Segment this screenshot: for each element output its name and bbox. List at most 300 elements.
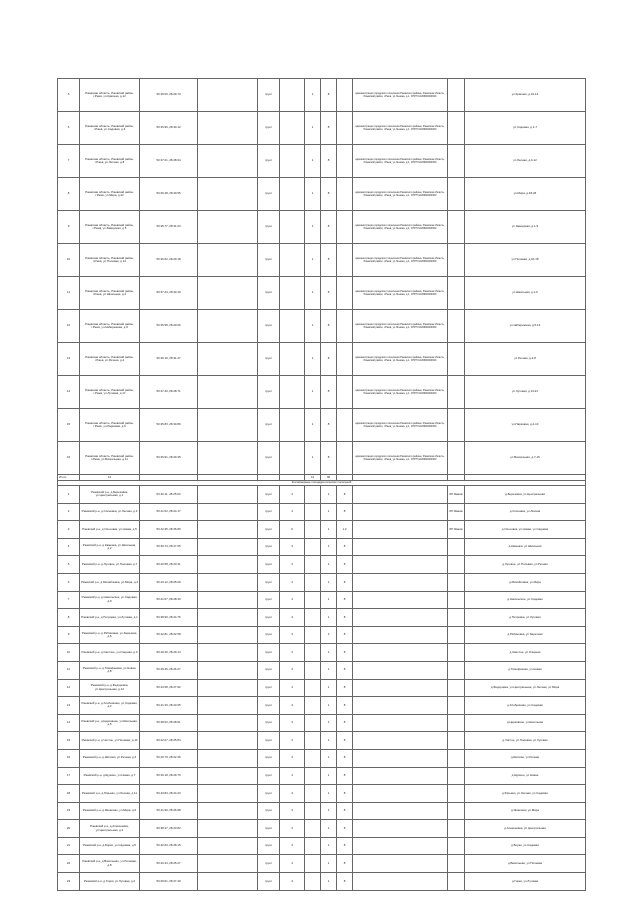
cell: ИП Иванов <box>448 486 465 504</box>
table-row <box>58 310 586 343</box>
cell <box>198 591 258 609</box>
cell: ул.Садовая, д.1-7 <box>465 112 586 145</box>
cell: д.Ольховка, ул.Новая, ул.Садовая <box>465 521 586 539</box>
cell: 1 <box>58 486 80 504</box>
cell: 13 <box>58 697 80 715</box>
table-row <box>58 486 586 504</box>
table-row <box>58 178 586 211</box>
cell: ул.Вокзальная, д.7-15 <box>465 442 586 475</box>
cell <box>353 785 448 803</box>
table-row <box>58 112 586 145</box>
cell <box>198 277 258 310</box>
cell <box>448 310 465 343</box>
cell: 6 <box>58 573 80 591</box>
cell <box>198 679 258 697</box>
table-row <box>58 442 586 475</box>
cell: 1 <box>321 521 337 539</box>
cell: ул.Речная, д.2-8 <box>465 343 586 376</box>
cell: Ржевский р-н, д.Сосновка, ул.Лесная, д.3 <box>80 503 140 521</box>
cell: 4 <box>280 538 305 556</box>
cell: 8 <box>337 802 353 820</box>
table-row <box>58 749 586 767</box>
cell: 53.38.37, 28.23.82 <box>140 820 198 838</box>
cell: 1 <box>305 442 321 475</box>
cell: 53.37.01, 28.28.94 <box>140 145 198 178</box>
cell: 53.40.58, 28.23.41 <box>140 556 198 574</box>
cell: администрация городского поселения Ржевского района, Ржевская область, Ржевский район, г.Ржев, ул.Ленина, д.1, ОГРН 1026900000000 <box>353 112 448 145</box>
cell <box>198 573 258 591</box>
cell <box>337 112 353 145</box>
cell <box>337 310 353 343</box>
cell <box>337 442 353 475</box>
cell <box>448 178 465 211</box>
cell: 9 <box>58 211 80 244</box>
cell: Ржевская область, Ржевский район, г.Ржев, ул.Речная, д.4 <box>80 343 140 376</box>
cell <box>448 644 465 662</box>
cell: грунт <box>258 79 280 112</box>
cell <box>198 855 258 873</box>
cell: Ржевский р-н, д.Горки, ул.Луговая, д.2 <box>80 873 140 891</box>
cell: 8 <box>337 855 353 873</box>
cell <box>448 837 465 855</box>
cell <box>198 697 258 715</box>
cell: 53.37.40, 28.28.71 <box>140 376 198 409</box>
cell <box>448 732 465 750</box>
cell <box>353 626 448 644</box>
cell: д.Каменка, ул.Школьная <box>465 538 586 556</box>
cell: грунт <box>258 591 280 609</box>
cell <box>305 732 321 750</box>
cell: грунт <box>258 661 280 679</box>
cell <box>448 409 465 442</box>
cell <box>353 503 448 521</box>
cell: 53.40.79, 28.22.36 <box>140 749 198 767</box>
cell <box>305 837 321 855</box>
cell: 1 <box>305 112 321 145</box>
cell: 15 <box>58 409 80 442</box>
table-row <box>58 644 586 662</box>
cell: 1 <box>321 609 337 627</box>
cell: Ржевский р-н, д.Шилово, ул.Речная, д.4 <box>80 749 140 767</box>
cell: 1 <box>305 277 321 310</box>
cell <box>280 376 305 409</box>
cell: администрация городского поселения Ржевского района, Ржевская область, Ржевский район, г.Ржев, ул.Ленина, д.1, ОГРН 1026900000000 <box>353 145 448 178</box>
cell: 4 <box>280 785 305 803</box>
cell: д.Борки, ул.Садовая <box>465 837 586 855</box>
cell: Ржевская область, Ржевский район, г.Ржев, ул.Школьная, д.2 <box>80 277 140 310</box>
cell: ИП Иванов <box>448 503 465 521</box>
cell: 8 <box>337 573 353 591</box>
cell: 8 <box>337 873 353 891</box>
cell <box>448 661 465 679</box>
table-row <box>58 626 586 644</box>
cell <box>353 697 448 715</box>
cell: 8 <box>321 343 337 376</box>
cell <box>305 785 321 803</box>
cell: Ржевский р-н, д.Юрьево, ул.Лесная, д.11 <box>80 785 140 803</box>
cell: 12 <box>305 475 321 481</box>
cell <box>280 244 305 277</box>
cell: 5 <box>58 79 80 112</box>
cell: 1 <box>321 837 337 855</box>
cell: 8 <box>337 626 353 644</box>
cell: 8 <box>337 767 353 785</box>
table-row <box>58 277 586 310</box>
cell: 53.43.12, 28.25.09 <box>140 573 198 591</box>
table-row <box>58 820 586 838</box>
cell: д.Яковлево, ул.Мира <box>465 802 586 820</box>
cell: 1 <box>321 767 337 785</box>
cell: 53.41.90, 28.26.98 <box>140 802 198 820</box>
cell: 1 <box>321 732 337 750</box>
cell <box>448 277 465 310</box>
cell <box>337 178 353 211</box>
cell: 53.36.62, 28.29.18 <box>140 244 198 277</box>
cell: грунт <box>258 644 280 662</box>
cell: грунт <box>258 767 280 785</box>
cell: 8 <box>337 820 353 838</box>
table-row <box>58 211 586 244</box>
cell: грунт <box>258 145 280 178</box>
table-row <box>58 732 586 750</box>
cell: Ржевский р-н, д.Щукино, ул.Новая, д.7 <box>80 767 140 785</box>
cell <box>448 802 465 820</box>
cell: д.Петровка, ул.Луговая <box>465 609 586 627</box>
table-row <box>58 556 586 574</box>
cell: грунт <box>258 376 280 409</box>
cell: 1 <box>321 538 337 556</box>
cell: 53.36.91, 28.29.35 <box>140 442 198 475</box>
cell: 8 <box>321 376 337 409</box>
cell: 8 <box>321 145 337 178</box>
cell: д.Никольское, ул.Садовая <box>465 591 586 609</box>
cell: 2 <box>58 503 80 521</box>
cell: 8 <box>321 277 337 310</box>
cell: 1 <box>321 644 337 662</box>
cell: грунт <box>258 442 280 475</box>
cell: д.Шилово, ул.Речная <box>465 749 586 767</box>
cell: 10 <box>58 244 80 277</box>
cell: Ржевский р-н, д.Светлое, ул.Озерная, д.3 <box>80 644 140 662</box>
cell: 1 <box>305 310 321 343</box>
cell: д.Светлое, ул.Озерная <box>465 644 586 662</box>
cell: 4 <box>280 697 305 715</box>
cell <box>280 112 305 145</box>
cell: 8 <box>337 503 353 521</box>
cell: 4 <box>280 767 305 785</box>
cell <box>280 343 305 376</box>
cell: д.Чистое, ул.Полевая, ул.Луговая <box>465 732 586 750</box>
cell <box>198 244 258 277</box>
table-row <box>58 679 586 697</box>
cell: 53.41.67, 28.28.33 <box>140 591 198 609</box>
cell: 11 <box>58 661 80 679</box>
cell <box>448 244 465 277</box>
cell: администрация городского поселения Ржевского района, Ржевская область, Ржевский район, г.Ржев, ул.Ленина, д.1, ОГРН 1026900000000 <box>353 376 448 409</box>
cell: 1 <box>321 873 337 891</box>
cell: ул.Заводская, д.1-9 <box>465 211 586 244</box>
cell: Ржевский р-н, д.Петровка, ул.Луговая, д.1 <box>80 609 140 627</box>
cell: 1 <box>321 503 337 521</box>
cell <box>305 644 321 662</box>
cell <box>198 211 258 244</box>
cell: грунт <box>258 837 280 855</box>
cell: д.Федоровка, ул.Центральная, ул.Лесная, ул.Мира <box>465 679 586 697</box>
cell: 13 <box>58 343 80 376</box>
cell: 8 <box>337 714 353 732</box>
cell: грунт <box>258 556 280 574</box>
cell: 14 <box>58 714 80 732</box>
table-row <box>58 785 586 803</box>
cell <box>448 112 465 145</box>
cell: администрация городского поселения Ржевского района, Ржевская область, Ржевский район, г.Ржев, ул.Ленина, д.1, ОГРН 1026900000000 <box>353 178 448 211</box>
cell: ИП Иванов <box>448 521 465 539</box>
cell: д.Церковное, ул.Школьная <box>465 714 586 732</box>
cell: грунт <box>258 409 280 442</box>
cell <box>305 573 321 591</box>
cell: администрация городского поселения Ржевского района, Ржевская область, Ржевский район, г.Ржев, ул.Ленина, д.1, ОГРН 1026900000000 <box>353 211 448 244</box>
cell: Ржевский р-н, д.Луговое, ул.Полевая, д.7 <box>80 556 140 574</box>
cell <box>448 573 465 591</box>
cell: грунт <box>258 697 280 715</box>
registry-body <box>58 79 586 891</box>
cell <box>448 855 465 873</box>
cell <box>198 714 258 732</box>
cell: 53.36.06, 28.29.73 <box>140 79 198 112</box>
cell: 53.39.61, 28.27.49 <box>140 873 198 891</box>
cell: 21 <box>58 837 80 855</box>
cell: грунт <box>258 277 280 310</box>
cell: 8 <box>321 178 337 211</box>
cell: 53.42.81, 28.22.58 <box>140 626 198 644</box>
cell <box>305 802 321 820</box>
cell: 1 <box>321 661 337 679</box>
cell <box>198 661 258 679</box>
cell: 12 <box>58 679 80 697</box>
cell <box>198 376 258 409</box>
cell: 16 <box>58 749 80 767</box>
cell <box>353 873 448 891</box>
cell: 1 <box>321 855 337 873</box>
cell: 1 <box>321 820 337 838</box>
cell: 8 <box>337 749 353 767</box>
cell: грунт <box>258 855 280 873</box>
cell: 4 <box>280 802 305 820</box>
table-row <box>58 573 586 591</box>
cell: 8 <box>337 661 353 679</box>
cell: 8 <box>337 697 353 715</box>
cell: грунт <box>258 211 280 244</box>
cell: 5 <box>58 556 80 574</box>
cell: Ржевский р-н, д.Никольское, ул.Садовая, д.9 <box>80 591 140 609</box>
cell: 18 <box>58 785 80 803</box>
cell <box>448 679 465 697</box>
cell: 8 <box>337 556 353 574</box>
cell: Ржевский р-н, д.Церковное, ул.Школьная, д.5 <box>80 714 140 732</box>
cell <box>280 79 305 112</box>
cell <box>448 79 465 112</box>
cell: д.Березовка, ул.Центральная <box>465 486 586 504</box>
cell <box>305 697 321 715</box>
table-row <box>58 802 586 820</box>
cell <box>198 521 258 539</box>
cell: д.Щукино, ул.Новая <box>465 767 586 785</box>
table-row <box>58 714 586 732</box>
cell: Ржевский р-н, д.Чистое, ул.Полевая, д.10 <box>80 732 140 750</box>
cell <box>448 211 465 244</box>
cell: Ржевская область, Ржевский район, г.Ржев, ул.Парковая, д.6 <box>80 409 140 442</box>
cell: грунт <box>258 343 280 376</box>
cell: 53.35.83, 28.30.89 <box>140 409 198 442</box>
cell: грунт <box>258 802 280 820</box>
cell <box>198 112 258 145</box>
cell: д.Луговое, ул.Полевая, ул.Речная <box>465 556 586 574</box>
cell: д.Горки, ул.Луговая <box>465 873 586 891</box>
cell: администрация городского поселения Ржевского района, Ржевская область, Ржевский район, г.Ржев, ул.Ленина, д.1, ОГРН 1026900000000 <box>353 409 448 442</box>
cell: ул.Полевая, д.10-18 <box>465 244 586 277</box>
cell: д.Сосновка, ул.Лесная <box>465 503 586 521</box>
table-row <box>58 503 586 521</box>
cell: 53.41.02, 28.24.17 <box>140 503 198 521</box>
cell: Ржевский р-н, д.Рябиновка, ул.Заречная, д.6 <box>80 626 140 644</box>
cell: ул.Парковая, д.2-10 <box>465 409 586 442</box>
cell: 4 <box>280 837 305 855</box>
cell <box>448 556 465 574</box>
cell: грунт <box>258 503 280 521</box>
cell: 53.38.62, 28.28.61 <box>140 714 198 732</box>
cell <box>305 749 321 767</box>
cell <box>353 837 448 855</box>
cell <box>353 714 448 732</box>
cell: 53.35.58, 28.29.66 <box>140 310 198 343</box>
cell: грунт <box>258 732 280 750</box>
cell: 16 <box>58 442 80 475</box>
cell: 1 <box>305 376 321 409</box>
cell: 8 <box>321 211 337 244</box>
cell: 53.39.45, 28.26.27 <box>140 661 198 679</box>
cell: грунт <box>258 573 280 591</box>
cell: 6 <box>58 112 80 145</box>
cell: д.Юрьево, ул.Лесная, ул.Садовая <box>465 785 586 803</box>
cell <box>280 310 305 343</box>
cell: 8 <box>337 538 353 556</box>
cell: 4 <box>280 626 305 644</box>
cell: д.Алексеевка, ул.Центральная <box>465 820 586 838</box>
cell <box>353 556 448 574</box>
cell <box>337 244 353 277</box>
cell <box>198 145 258 178</box>
cell <box>448 767 465 785</box>
cell <box>448 145 465 178</box>
cell <box>353 749 448 767</box>
cell <box>448 749 465 767</box>
cell: д.Тимофеевка, ул.Новая <box>465 661 586 679</box>
cell <box>305 503 321 521</box>
cell: 4 <box>280 573 305 591</box>
cell: Ржевская область, Ржевский район, г.Ржев, ул.Вокзальная, д.11 <box>80 442 140 475</box>
cell: Ржевский р-н, д.Алексеевка, ул.Центральная, д.3 <box>80 820 140 838</box>
cell: ул.Школьная, д.1-6 <box>465 277 586 310</box>
cell <box>353 609 448 627</box>
cell: 8 <box>58 609 80 627</box>
table-row <box>58 767 586 785</box>
cell <box>448 697 465 715</box>
registry-table <box>57 78 586 891</box>
cell: 8 <box>58 178 80 211</box>
cell <box>198 503 258 521</box>
cell <box>337 409 353 442</box>
cell: 8 <box>321 112 337 145</box>
table-row <box>58 661 586 679</box>
cell: грунт <box>258 873 280 891</box>
cell <box>305 767 321 785</box>
cell: администрация городского поселения Ржевского района, Ржевская область, Ржевский район, г.Ржев, ул.Ленина, д.1, ОГРН 1026900000000 <box>353 277 448 310</box>
cell: 4 <box>280 609 305 627</box>
cell: Ржевский р-н, д.Каменка, ул.Школьная, д.2 <box>80 538 140 556</box>
cell <box>198 749 258 767</box>
cell <box>448 538 465 556</box>
cell: 4 <box>280 855 305 873</box>
cell: 4 <box>280 556 305 574</box>
cell <box>198 820 258 838</box>
cell: Ржевская область, Ржевский район, г.Ржев, ул.Заводская, д.5 <box>80 211 140 244</box>
cell: 4 <box>280 714 305 732</box>
cell: 96 <box>321 475 337 481</box>
table-row <box>58 521 586 539</box>
cell <box>280 277 305 310</box>
cell <box>448 343 465 376</box>
cell: Ржевская область, Ржевский район, г.Ржев, ул.Полевая, д.14 <box>80 244 140 277</box>
cell <box>353 538 448 556</box>
cell: 53.39.74, 28.27.05 <box>140 538 198 556</box>
cell: 8 <box>337 591 353 609</box>
cell: 10 <box>58 644 80 662</box>
cell: 53.42.63, 28.28.15 <box>140 837 198 855</box>
cell: администрация городского поселения Ржевского района, Ржевская область, Ржевский район, г.Ржев, ул.Ленина, д.1, ОГРН 1026900000000 <box>353 244 448 277</box>
cell: грунт <box>258 521 280 539</box>
cell <box>198 767 258 785</box>
cell <box>305 873 321 891</box>
cell: 8 <box>321 442 337 475</box>
cell: 1 <box>305 79 321 112</box>
table-row <box>58 343 586 376</box>
cell: администрация городского поселения Ржевского района, Ржевская область, Ржевский район, г.Ржев, ул.Ленина, д.1, ОГРН 1026900000000 <box>353 343 448 376</box>
cell: 1 <box>321 714 337 732</box>
cell: грунт <box>258 486 280 504</box>
cell: 8 <box>337 785 353 803</box>
cell <box>305 521 321 539</box>
cell: грунт <box>258 538 280 556</box>
cell <box>198 644 258 662</box>
cell: 23 <box>58 873 80 891</box>
cell: 6 <box>280 521 305 539</box>
cell: 1 <box>305 244 321 277</box>
cell <box>337 211 353 244</box>
cell: 15 <box>58 732 80 750</box>
cell: Ржевский р-н, д.Федоровка, ул.Центральная, д.12 <box>80 679 140 697</box>
registry-sheet <box>57 78 585 891</box>
table-row <box>58 855 586 873</box>
cell: грунт <box>258 749 280 767</box>
cell: 1 <box>321 573 337 591</box>
cell: 53.40.26, 28.29.14 <box>140 644 198 662</box>
cell: 53.40.44, 28.25.27 <box>140 855 198 873</box>
cell: ул.Луговая, д.13-21 <box>465 376 586 409</box>
cell: д.Михайловка, ул.Мира <box>465 573 586 591</box>
table-row <box>58 873 586 891</box>
cell <box>448 820 465 838</box>
cell: Ржевская область, Ржевский район, г.Ржев, ул.Мира, д.22 <box>80 178 140 211</box>
